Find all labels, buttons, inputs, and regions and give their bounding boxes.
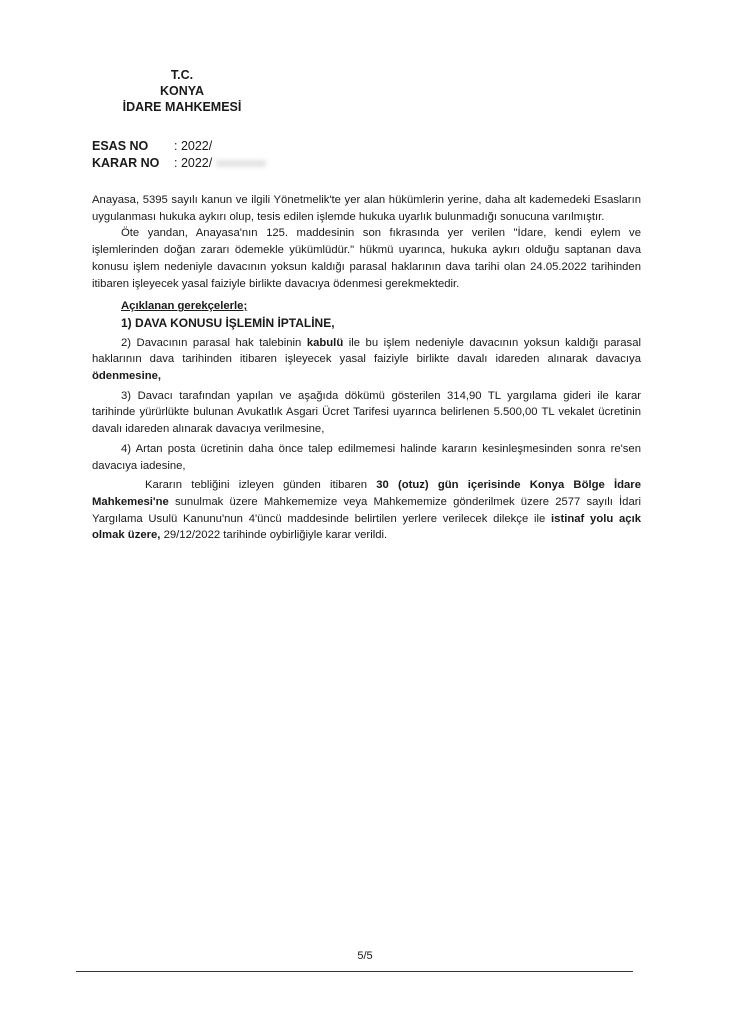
case-numbers xyxy=(92,138,266,172)
court-city: KONYA xyxy=(160,84,204,98)
karar-no-value-wrap xyxy=(174,155,266,172)
ruling-item-4: 4) Artan posta ücretinin daha önce talep edilmemesi halinde kararın kesinleşmesinden sonra re'sen davacıya iadesine, xyxy=(92,442,641,472)
appeal-c: sunulmak üzere Mahkememize veya Mahkememize gönderilmek üzere 2577 sayılı İdari Yargılama Usulü Kanunu'nun 4'üncü maddesinde belirtilen yerlere verilecek dilekçe ile xyxy=(92,495,641,525)
esas-no-label: ESAS NO xyxy=(92,139,149,153)
footer-divider xyxy=(76,971,633,972)
appeal-d: istinaf yolu açık olmak üzere, xyxy=(92,512,641,542)
ruling-item-2-d: ödenmesine, xyxy=(92,370,162,383)
court-header xyxy=(112,67,252,115)
paragraph-compensation: Öte yandan, Anayasa'nın 125. maddesinin son fıkrasında yer verilen "İdare, kendi eylem ve işlemlerinden doğan zararı ödemekle yükümlüdür." hükmü uyarınca, hukuka aykırı olduğu saptanan dava konusu işlem nedeniyle davacının yoksun kaldığı parasal haklarının dava tarihi olan 24.05.2022 tarihinden itibaren işleyecek yasal faiziyle birlikte davacıya ödenmesi gerekmektedir. xyxy=(92,227,641,290)
reasons-heading xyxy=(92,298,641,315)
redaction-mark xyxy=(216,160,266,167)
ruling-item-1: 1) DAVA KONUSU İŞLEMİN İPTALİNE, xyxy=(121,315,335,330)
court-name: İDARE MAHKEMESİ xyxy=(122,100,242,114)
esas-no-value: : 2022/ xyxy=(174,139,213,153)
paragraph-reasoning: Anayasa, 5395 sayılı kanun ve ilgili Yönetmelik'te yer alan hükümlerin yerine, daha alt kademedeki Esasların uygulanması hukuka aykırı olup, tesis edilen işlemde hukuka uyarlık bulunmadığı sonucuna varılmıştır. xyxy=(92,194,641,223)
decision-body xyxy=(92,192,641,544)
ruling-item-2-a: 2) Davacının parasal hak talebinin xyxy=(121,336,307,349)
ruling-item-3: 3) Davacı tarafından yapılan ve aşağıda dökümü gösterilen 314,90 TL yargılama gideri ile karar tarihinde yürürlükte bulunan Avukatlık Asgari Ücret Tarifesi uyarınca belirlenen 5.500,00 TL vekalet ücretinin davalı idareden alınarak davacıya verilmesine, xyxy=(92,389,641,436)
ruling-item-2-c: ile bu işlem nedeniyle davacının yoksun kaldığı parasal haklarının dava tarihinden itibaren işleyecek yasal faiziyle birlikte davalı idareden alınarak davacıya xyxy=(92,336,642,366)
appeal-e: 29/12/2022 tarihinde oybirliğiyle karar verildi. xyxy=(160,529,388,542)
ruling-item-2 xyxy=(92,335,641,385)
appeal-a: Kararın tebliğini izleyen günden itibaren xyxy=(145,479,377,492)
court-country: T.C. xyxy=(170,68,194,82)
appeal-paragraph xyxy=(92,477,641,544)
appeal-b: 30 (otuz) gün içerisinde Konya Bölge İdare Mahkemesi'ne xyxy=(92,479,641,508)
esas-no-row xyxy=(92,138,266,155)
page-number: 5/5 xyxy=(357,950,373,962)
karar-no-row xyxy=(92,155,266,172)
karar-no-value: : 2022/ xyxy=(174,156,213,170)
reasons-heading-text: Açıklanan gerekçelerle; xyxy=(121,300,248,313)
karar-no-label: KARAR NO xyxy=(92,156,160,170)
ruling-item-2-b: kabulü xyxy=(306,336,344,349)
